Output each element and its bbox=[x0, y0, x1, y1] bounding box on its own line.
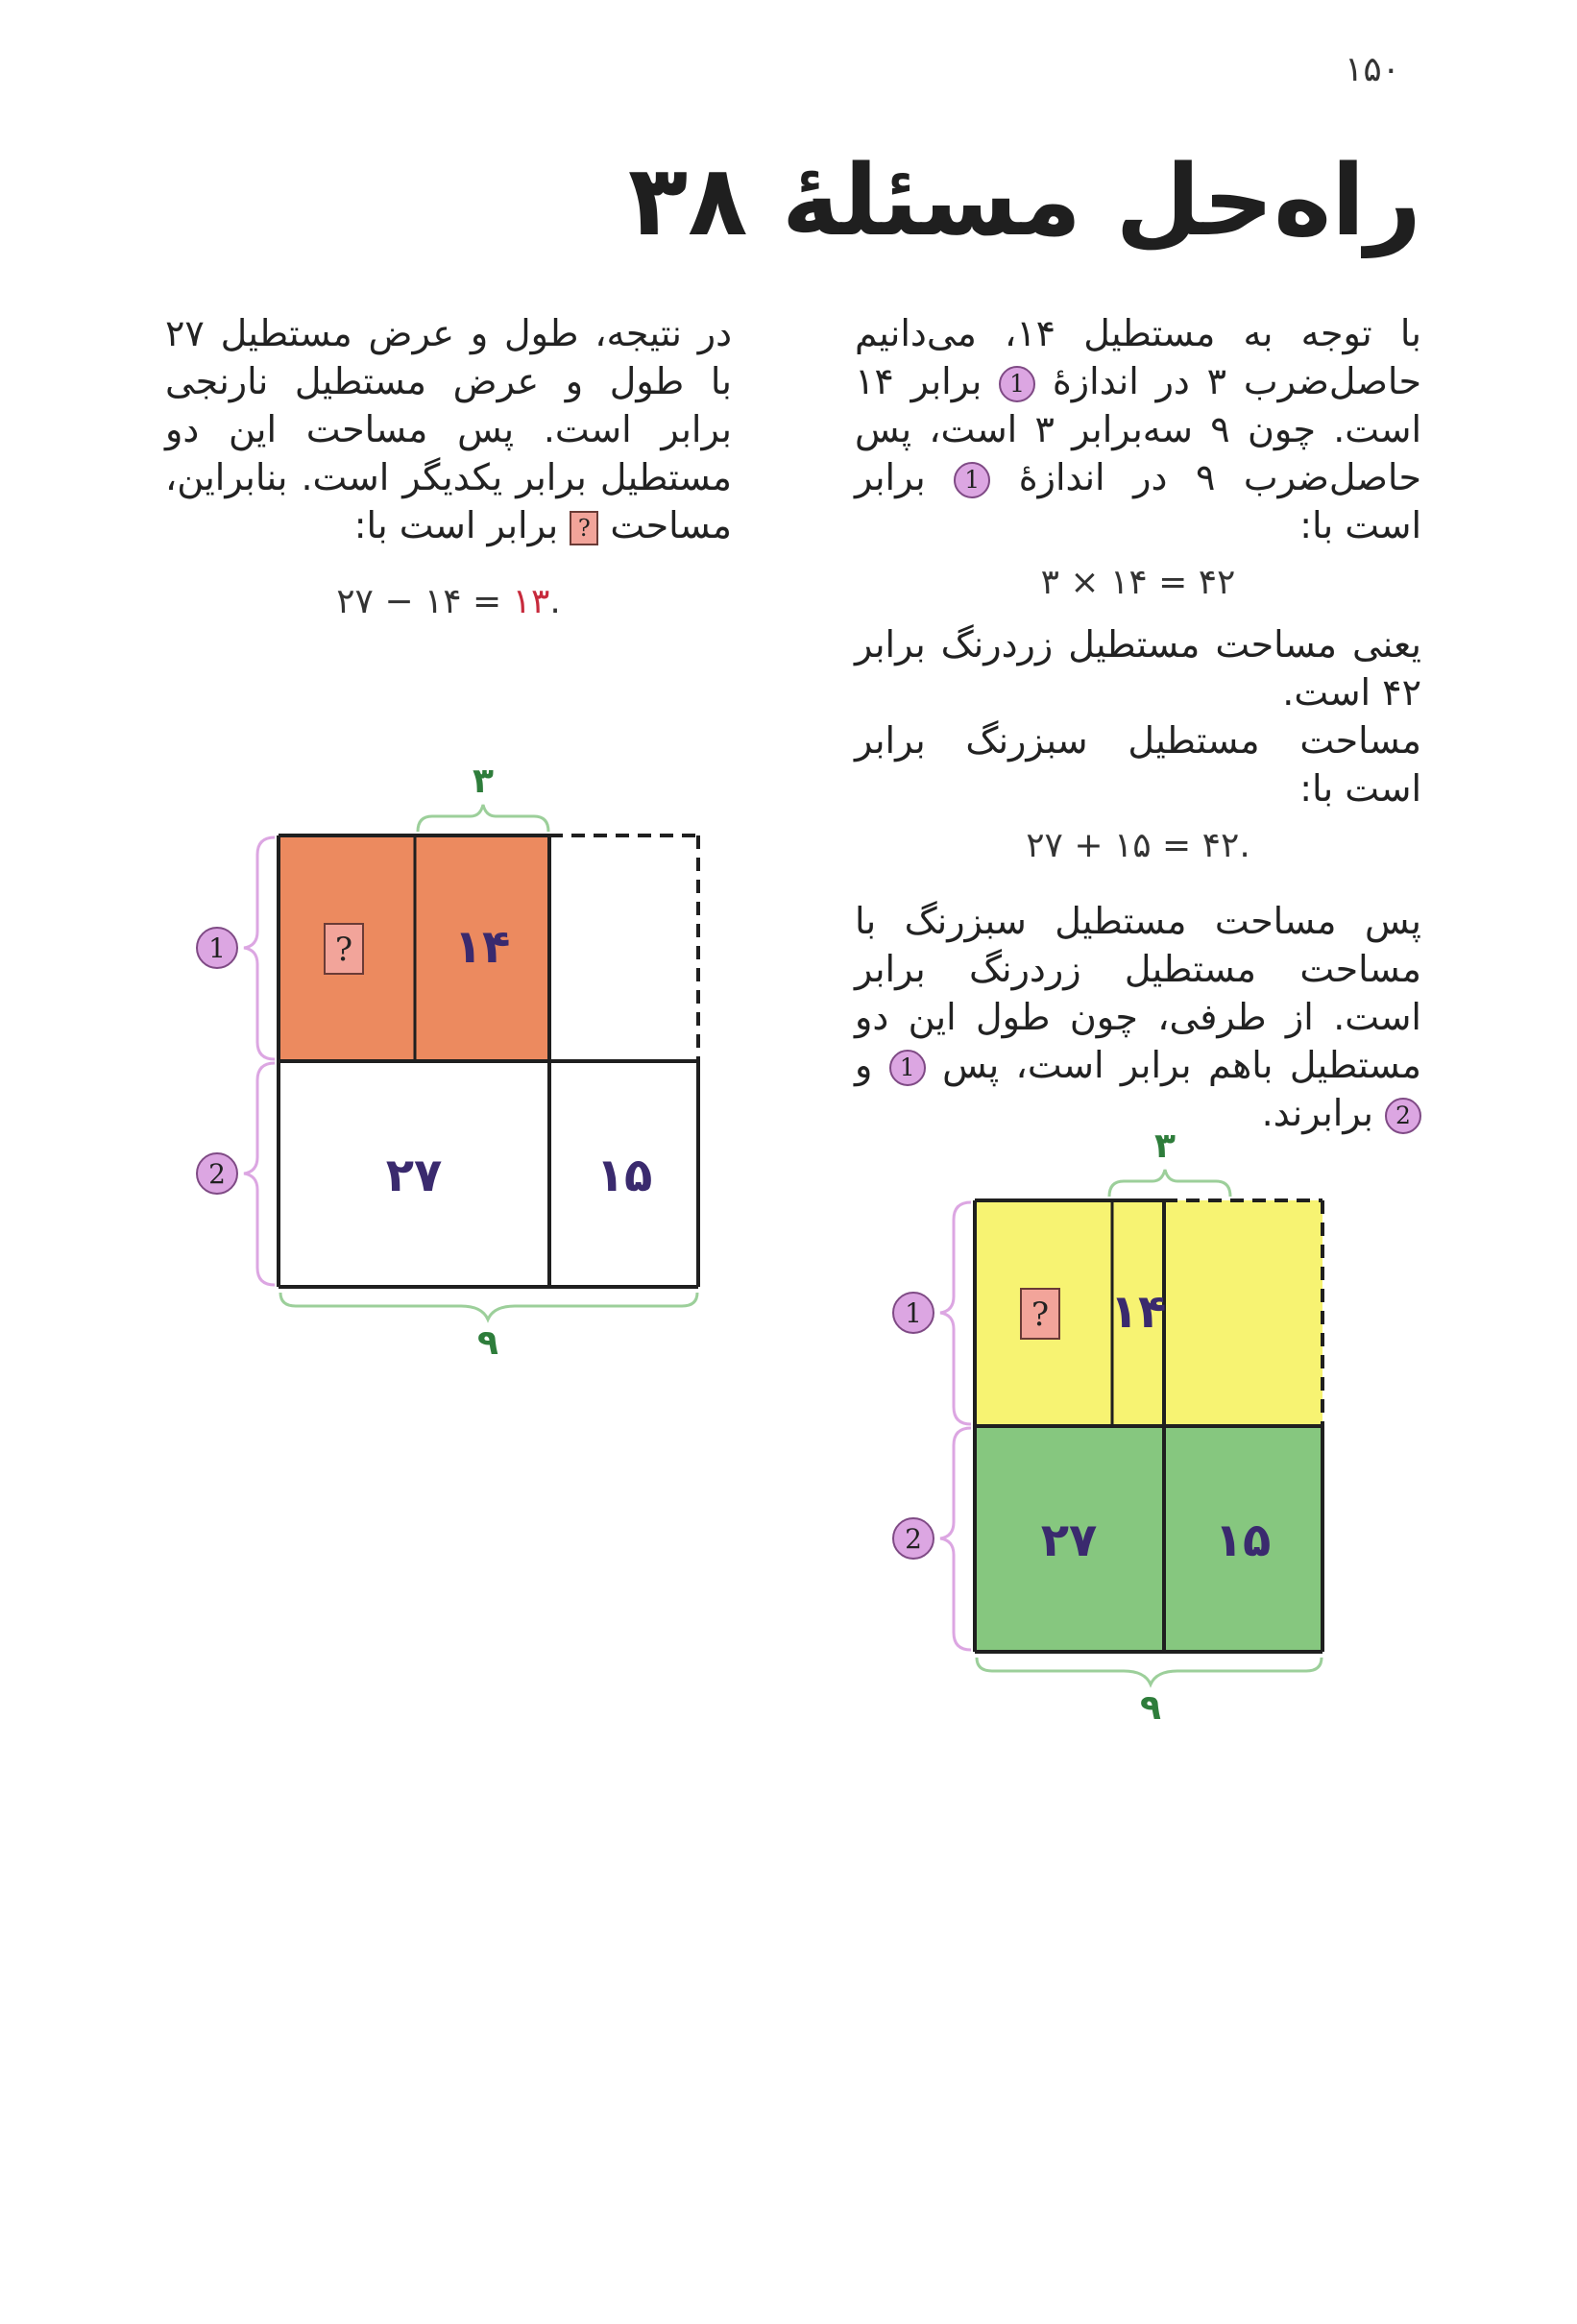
top-label: ۳ bbox=[1154, 1126, 1176, 1166]
paragraph bbox=[855, 897, 1421, 1137]
cell-27: ۲۷ bbox=[385, 1149, 443, 1202]
text: برابر است با: bbox=[855, 456, 1421, 546]
cell-14: ۱۴ bbox=[453, 920, 511, 974]
equation-dot: . bbox=[549, 582, 561, 621]
cell-15: ۱۵ bbox=[595, 1149, 653, 1202]
figure-left bbox=[173, 749, 749, 1364]
paragraph bbox=[855, 309, 1421, 549]
bottom-brace bbox=[977, 1658, 1322, 1684]
label-circle-1: 1 bbox=[999, 366, 1035, 402]
paragraph: یعنی مساحت مستطیل زردرنگ برابر ۴۲ است. bbox=[855, 623, 1421, 714]
question-mark: ? bbox=[334, 931, 353, 969]
left-brace-1 bbox=[940, 1202, 971, 1424]
label-circle-1: 1 bbox=[954, 462, 990, 498]
text: و bbox=[855, 1044, 873, 1086]
equation-2: ۲۷ + ۱۵ = ۴۲. bbox=[1026, 826, 1250, 865]
left-brace-1 bbox=[244, 837, 275, 1059]
row2-label: 2 bbox=[905, 1523, 922, 1555]
question-mark: ? bbox=[1031, 1295, 1050, 1334]
equation-1: ۳ × ۱۴ = ۴۲ bbox=[1040, 563, 1236, 602]
top-brace bbox=[1109, 1170, 1230, 1197]
left-column bbox=[165, 309, 732, 640]
label-circle-1: 1 bbox=[889, 1050, 926, 1086]
left-brace-2 bbox=[244, 1063, 275, 1285]
left-brace-2 bbox=[940, 1428, 971, 1650]
equation-result bbox=[165, 578, 732, 626]
text: با توجه به مستطیل ۱۴، می‌دانیم حاصل‌ضرب ۳ در اندازهٔ bbox=[855, 312, 1421, 402]
bottom-label: ۹ bbox=[1140, 1688, 1161, 1728]
paragraph: مساحت مستطیل سبزرنگ برابر است با: bbox=[855, 719, 1421, 810]
text: برابر است با: bbox=[353, 504, 559, 546]
paragraph bbox=[165, 309, 732, 549]
dashed-extension bbox=[549, 835, 698, 1061]
page-number: ۱۵۰ bbox=[1345, 50, 1401, 89]
equation-result-value: ۱۳ bbox=[512, 582, 550, 621]
text: برابرند. bbox=[1261, 1092, 1373, 1134]
equation-lhs: ۲۷ − ۱۴ = bbox=[336, 582, 513, 621]
row2-label: 2 bbox=[208, 1158, 226, 1190]
page-title: راه‌حل مسئلهٔ ۳۸ bbox=[627, 144, 1421, 258]
label-circle-2: 2 bbox=[1385, 1098, 1421, 1134]
question-box: ? bbox=[570, 511, 598, 545]
cell-14: ۱۴ bbox=[1109, 1285, 1167, 1339]
text: برابر ۱۴ است. چون ۹ سه‌برابر ۳ است، پس حاصل‌ضرب ۹ در اندازهٔ bbox=[855, 360, 1422, 498]
bottom-brace bbox=[280, 1293, 697, 1319]
top-label: ۳ bbox=[473, 762, 494, 801]
row1-label: 1 bbox=[208, 932, 226, 964]
text: پس مساحت مستطیل سبزرنگ با مساحت مستطیل زردرنگ برابر است. از طرفی، چون طول این دو مستطیل باهم برابر است، پس bbox=[855, 900, 1421, 1086]
bottom-label: ۹ bbox=[477, 1323, 498, 1363]
figure-right bbox=[864, 1114, 1441, 1729]
right-column bbox=[855, 309, 1421, 1137]
row1-label: 1 bbox=[905, 1297, 922, 1329]
cell-15: ۱۵ bbox=[1214, 1513, 1272, 1567]
cell-27: ۲۷ bbox=[1040, 1513, 1098, 1567]
text: در نتیجه، طول و عرض مستطیل ۲۷ با طول و عرض مستطیل نارنجی برابر است. پس مساحت این دو مستطیل برابر یکدیگر است. بنابراین، مساحت bbox=[165, 312, 732, 546]
top-brace bbox=[418, 805, 548, 832]
